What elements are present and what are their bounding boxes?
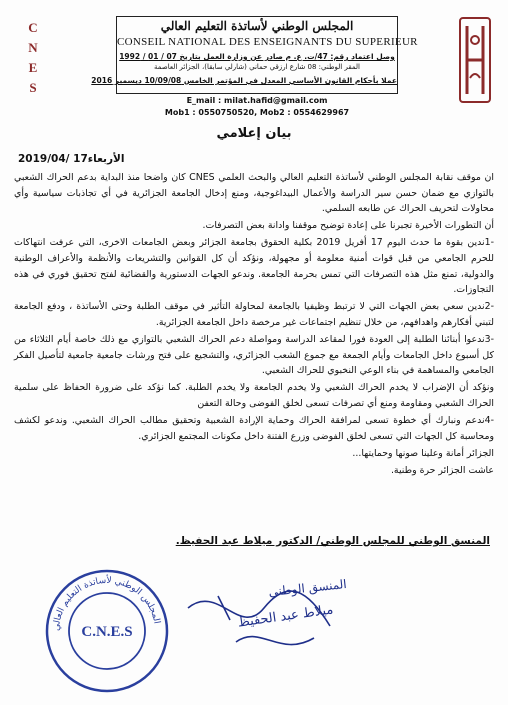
paragraph: أن التطورات الأخيرة تجبرنا على إعادة توضيح موقفنا وادانة بعض التصرفات.: [202, 220, 494, 232]
cnes-logo-right: [456, 12, 494, 108]
svg-text:S: S: [29, 80, 37, 95]
paragraph: الجزائر أمانة وعلينا صونها وحمايتها...: [352, 447, 494, 459]
paragraph: عاشت الجزائر حرة وطنية.: [390, 464, 494, 476]
stamp-center-text: C.N.E.S: [81, 624, 133, 640]
handwritten-signature: [178, 568, 348, 668]
signature-title: المنسق الوطني: [267, 576, 348, 600]
statute-line: عملا بأحكام القانون الأساسي المعدل في المؤتمر الخامس 10/09/08 ديسمبر 2016: [91, 76, 397, 85]
svg-text:C: C: [28, 20, 38, 35]
letterhead: [12, 8, 496, 116]
email-line: E_mail : milat.hafid@gmail.com: [186, 96, 328, 105]
stamp-ring-text: المجلس الوطني لأساتذة التعليم العالي: [51, 575, 162, 632]
svg-text:E: E: [28, 60, 38, 75]
address-line: المقر الوطني: 08 شارع ارزقي حماني (شارلي سابقا)، الجزائر العاصمة: [153, 63, 361, 71]
organization-name-french: CONSEIL NATIONAL DES ENSEIGNANTS DU SUPERIEUR: [117, 36, 418, 48]
paragraph: -3ندعوا أبنائنا الطلبة إلى العودة فورا لمقاعد الدراسة ومواصلة دعم الحراك الشعبي بالتوازي مع ذلك خاصة أيام الثلاثاء من كل أسبوع داخل الجامعات وأيام الجمعة مع جموع الشعب الجزائري، والتشجيع على فتح ورشات جامعية جامعية لتأصيل الفكر الجامعي والمساهمة في بناء الوعي النخبوي للحراك الشعبي.: [14, 333, 494, 377]
organization-name-arabic: المجلس الوطني لأساتذة التعليم العالي: [160, 19, 354, 33]
svg-text:N: N: [28, 40, 38, 55]
phone-line: Mob1 : 0550750520, Mob2 : 0554629967: [164, 108, 350, 117]
paragraph: -1ندين بقوة ما حدث اليوم 17 أفريل 2019 بكلية الحقوق بجامعة الجزائر وبعض الجامعات الاخرى، التي عرفت انتهاكات للحرم الجامعي من قبل قوات أمنية معلومة أو مجهولة، ونؤكد أن كل القوانين والتشريعات والأنظمة والأعراف الوطنية والدولية، تمنع مثل هذه التصرفات التي تمس بحرمة الجامعة. وندعو الجهات الدستورية والقضائية لفتح تحقيق فوري في هذه التجاوزات.: [14, 237, 495, 296]
statement-title: بيان إعلامي: [216, 126, 292, 141]
statement-body: [14, 170, 494, 480]
signature-name: ميلاط عبد الحفيظ: [236, 602, 335, 631]
paragraph: ونؤكد أن الإضراب لا يخدم الحراك الشعبي ولا يخدم الجامعة ولا يخدم الطلبة. كما نؤكد على ضرورة الحفاظ على سلمية الحراك الشعبي ومقاومة ومنع أي تصرفات تسعى لخلق الفوضى وحالة التعفن: [14, 382, 494, 409]
registration-line: وصل اعتماد رقم: 47/ت. ع. م صادر عن وزارة العمل بتاريخ 07 / 01 / 1992: [119, 52, 395, 61]
official-stamp: [42, 566, 172, 696]
paragraph: ان موقف نقابة المجلس الوطني لأساتذة التعليم العالي والبحث العلمي CNES كان واضحا منذ البداية بدعم الحراك الشعبي بالتوازي مع ضمان حسن سير الدراسة والأعمال البيداغوجية، ومنع إدخال الجامعة الجزائرية في أي تجاذبات سياسية وأي محاولات لتحريف الحراك عن طابعه السلمي.: [14, 172, 494, 215]
signatory-line: المنسق الوطني للمجلس الوطني/ الدكتور ميلاط عبد الحفيظ.: [175, 535, 490, 547]
letterhead-box: [91, 16, 418, 94]
cnes-logo-left: [14, 12, 52, 108]
paragraph: -2ندين سعي بعض الجهات التي لا ترتبط وظيفيا بالجامعة لمحاولة التأثير في موقف الطلبة وحتى الأساتذة ، ودفع الجامعة لتبني أفكارهم واهدافهم، من خلال تنظيم اجتماعات غير مرخصة داخل الجامعة الجزائرية.: [14, 301, 494, 328]
paragraph: -4ندعم ونبارك أي خطوة تسعى لمرافقة الحراك وحماية الإرادة الشعبية وتحقيق مطالب الحراك الشعبي. وندعو لكشف ومحاسبة كل الجهات التي تسعى لخلق الفوضى وزرع الفتنة داخل مكونات المجتمع الجزائري.: [14, 414, 494, 442]
statement-date: الأربعاء17 /2019/04: [18, 153, 125, 165]
